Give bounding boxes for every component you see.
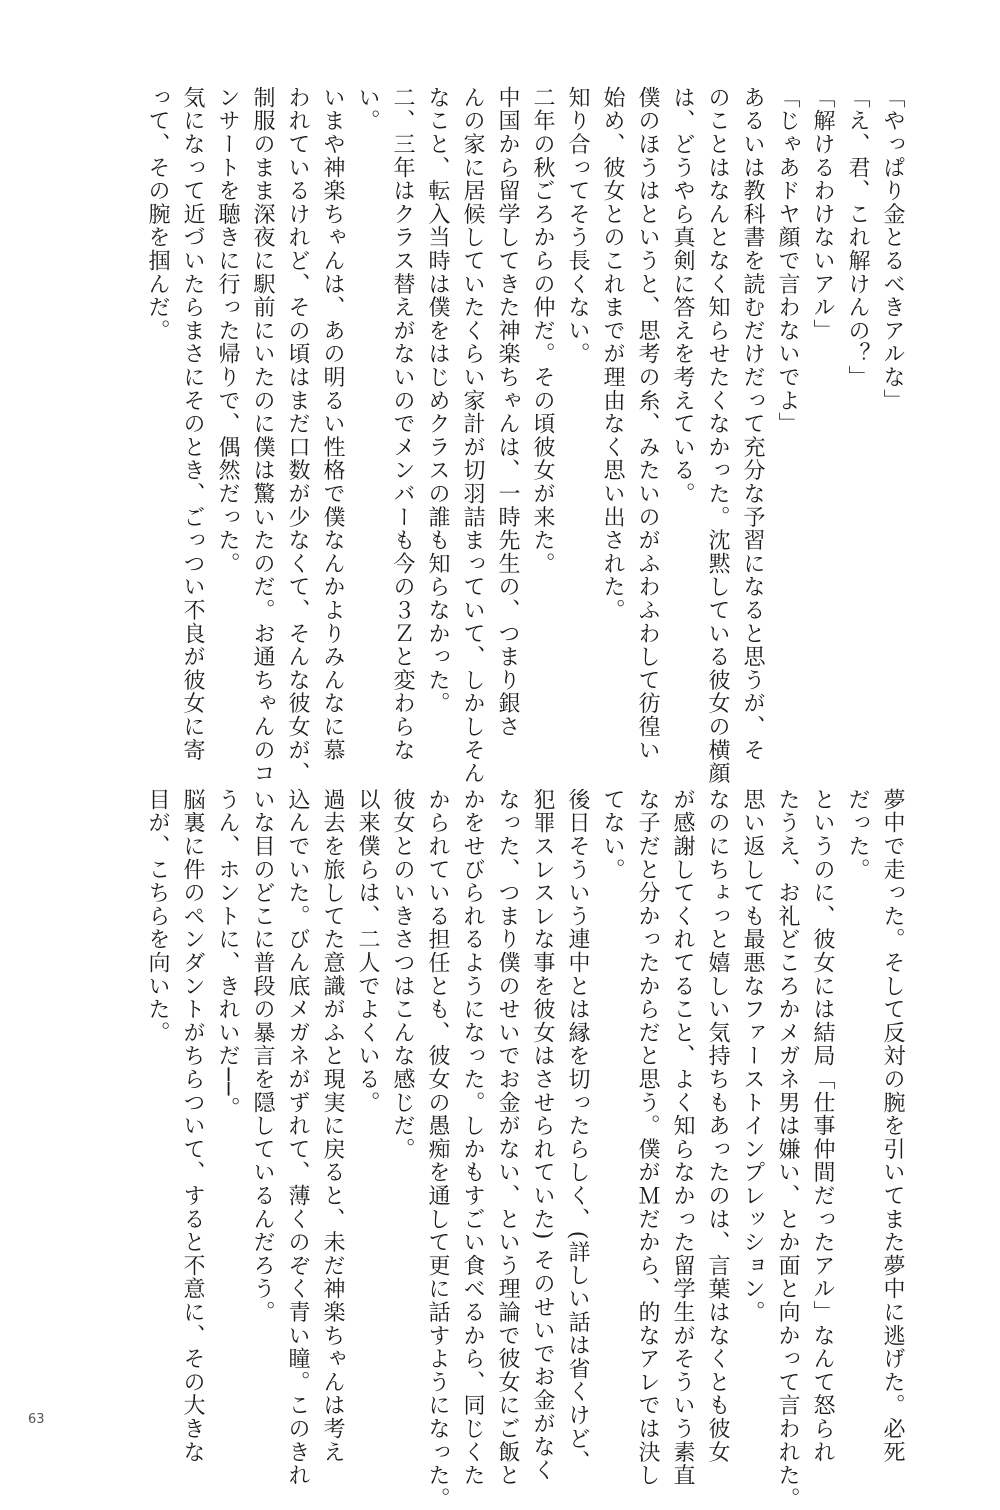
- text-line: 「解けるわけないアル」: [810, 86, 835, 343]
- text-line: 脳裏に件のペンダントがちらついて、すると不意に、その大きな: [180, 788, 205, 1464]
- text-line: 制服のまま深夜に駅前にいたのに僕は驚いたのだ。お通ちゃんのコ: [250, 86, 275, 785]
- text-line: 気になって近づいたらまさにそのとき、ごっつい不良が彼女に寄: [180, 86, 205, 762]
- text-line: 知り合ってそう長くない。: [565, 86, 590, 366]
- text-line: あるいは教科書を読むだけだって充分な予習になると思うが、そ: [740, 86, 765, 762]
- text-line: 思い返しても最悪なファーストインプレッション。: [740, 788, 765, 1324]
- text-line: 目が、こちらを向いた。: [145, 788, 170, 1045]
- text-line: だった。: [845, 788, 870, 882]
- text-line: かをせびられるようになった。しかもすごい食べるから、同じくた: [460, 788, 485, 1487]
- text-line: 二年の秋ごろからの仲だ。その頃彼女が来た。: [530, 86, 555, 576]
- text-line: 中国から留学してきた神楽ちゃんは、一時先生の、つまり銀さ: [495, 86, 520, 739]
- text-line: 過去を旅してた意識がふと現実に戻ると、未だ神楽ちゃんは考え: [320, 788, 345, 1464]
- text-line: は、どうやら真剣に答えを考えている。: [670, 86, 695, 506]
- text-line: 二、三年はクラス替えがないのでメンバーも今の３Ｚと変わらな: [390, 86, 415, 762]
- text-line: なのにちょっと嬉しい気持ちもあったのは、言葉はなくとも彼女: [705, 788, 730, 1464]
- text-line: 彼女とのいきさつはこんな感じだ。: [390, 788, 415, 1161]
- text-line: 「やっぱり金とるべきアルな」: [880, 86, 905, 413]
- text-line: いまや神楽ちゃんは、あの明るい性格で僕なんかよりみんなに慕: [320, 86, 345, 762]
- text-line: かられている担任とも、彼女の愚痴を通して更に話すようになった。: [425, 788, 450, 1510]
- text-line: というのに、彼女には結局「仕事仲間だったアル」なんて怒られ: [810, 788, 835, 1464]
- text-line: 後日そういう連中とは縁を切ったらしく、(詳しい話は省くけど、: [565, 788, 590, 1474]
- text-line: てない。: [600, 788, 625, 882]
- text-line: って、その腕を掴んだ。: [145, 86, 170, 343]
- text-line: が感謝してくれてること、よく知らなかった留学生がそういう素直: [670, 788, 695, 1487]
- upper-text-block: [140, 86, 910, 785]
- text-line: のことはなんとなく知らせたくなかった。沈黙している彼女の横顔: [705, 86, 730, 785]
- text-line: 「え、君、これ解けんの？」: [845, 86, 870, 389]
- text-line: 「じゃあドヤ顔で言わないでよ」: [775, 86, 800, 436]
- text-line: うん、ホントに、きれいだ──。: [215, 788, 240, 1120]
- text-line: なった、つまり僕のせいでお金がない、という理論で彼女にご飯と: [495, 788, 520, 1487]
- text-line: んの家に居候していたくらい家計が切羽詰まっていて、しかしそん: [460, 86, 485, 785]
- text-line: い。: [355, 86, 380, 133]
- text-line: 以来僕らは、二人でよくいる。: [355, 788, 380, 1115]
- text-line: いな目のどこに普段の暴言を隠しているんだろう。: [250, 788, 275, 1324]
- lower-text-block: [140, 788, 910, 1510]
- text-line: な子だと分かったからだと思う。僕がＭだから、的なアレでは決し: [635, 788, 660, 1487]
- text-line: 僕のほうはというと、思考の糸、みたいのがふわふわして彷徨い: [635, 86, 660, 762]
- text-line: ンサートを聴きに行った帰りで、偶然だった。: [215, 86, 240, 576]
- text-line: われているけれど、その頃はまだ口数が少なくて、そんな彼女が、: [285, 86, 310, 785]
- text-line: たうえ、お礼どころかメガネ男は嫌い、とか面と向かって言われた。: [775, 788, 800, 1510]
- page-number: 63: [28, 1412, 45, 1427]
- text-line: 夢中で走った。そして反対の腕を引いてまた夢中に逃げた。必死: [880, 788, 905, 1464]
- text-line: 犯罪スレスレな事を彼女はさせられていた) そのせいでお金がなく: [530, 788, 555, 1482]
- text-line: 始め、彼女とのこれまでが理由なく思い出された。: [600, 86, 625, 622]
- text-line: 込んでいた。びん底メガネがずれて、薄くのぞく青い瞳。このきれ: [285, 788, 310, 1487]
- text-line: なこと、転入当時は僕をはじめクラスの誰も知らなかった。: [425, 86, 450, 716]
